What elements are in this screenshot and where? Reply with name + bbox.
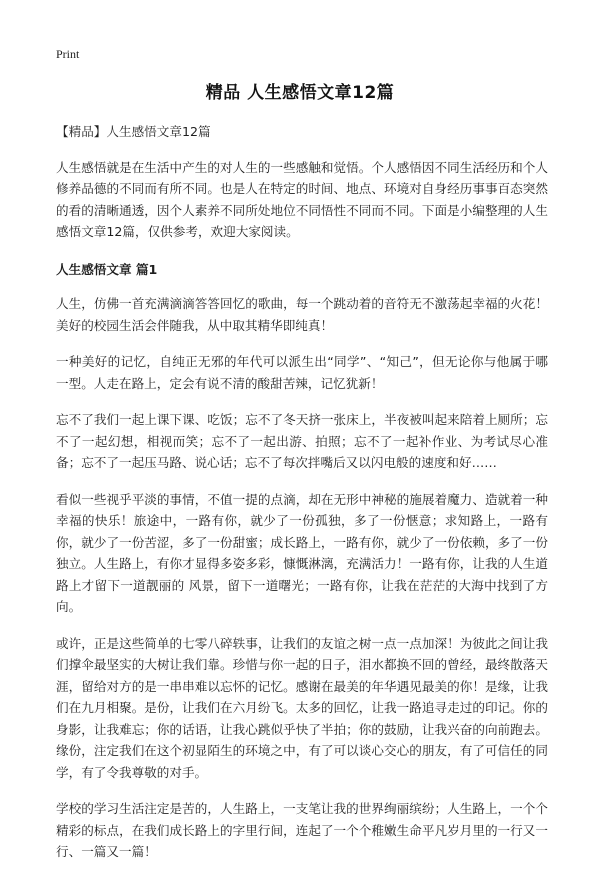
body-paragraph-4: 看似一些视乎平淡的事情，不值一提的点滴，却在无形中神秘的施展着魔力、造就着一种幸福的快乐！旅途中，一路有你，就少了一份孤独，多了一份惬意；求知路上，一路有你，就少了一份苦涩，多了一份甜蜜；成长路上，一路有你，就少了一份依赖，多了一份独立。人生路上，有你才显得多姿多彩，慷慨淋漓，充满活力！一路有你，让我的人生道路上才留下一道靓丽的 风景，留下一道曙光；一路有你，让我在茫茫的大海中找到了方向。 xyxy=(56,491,548,614)
body-paragraph-6: 学校的学习生活注定是苦的，人生路上，一支笔让我的世界绚丽缤纷；人生路上，一个个精彩的标点，在我们成长路上的字里行间，连起了一个个稚嫩生命平凡岁月里的一行又一行、一篇又一篇！ xyxy=(56,801,548,859)
intro-paragraph: 人生感悟就是在生活中产生的对人生的一些感触和觉悟。个人感悟因不同生活经历和个人修养品德的不同而有所不同。也是人在特定的时间、地点、环境对自身经历事事百态突然的看的清晰通透，因个人素养不同所处地位不同悟性不同而不同。下面是小编整理的人生感悟文章12篇，仅供参考，欢迎大家阅读。 xyxy=(56,159,548,239)
article-subtitle: 【精品】人生感悟文章12篇 xyxy=(56,124,211,139)
body-paragraph-5: 或许，正是这些简单的七零八碎轶事，让我们的友谊之树一点一点加深！为彼此之间让我们撑伞最坚实的大树让我们靠。珍惜与你一起的日子，泪水都换不回的曾经，最终散落天涯，留给对方的是一串串难以忘怀的记忆。感谢在最美的年华遇见最美的你！是缘，让我们在九月相聚。是份，让我们在六月纷飞。太多的回忆，让我一路追寻走过的印记。你的身影，让我难忘；你的话语，让我心跳似乎快了半拍；你的鼓励，让我兴奋的向前跑去。缘份，注定我们在这个初显陌生的环境之中，有了可以谈心交心的朋友，有了可信任的同学，有了令我尊敬的对手。 xyxy=(56,635,548,780)
body-paragraph-3: 忘不了我们一起上课下课、吃饭；忘不了冬天挤一张床上，半夜被叫起来陪着上厕所；忘不了一起幻想，相视而笑；忘不了一起出游、拍照；忘不了一起补作业、为考试尽心准备；忘不了一起压马路、说心话；忘不了每次拌嘴后又以闪电般的速度和好…… xyxy=(56,412,548,470)
body-paragraph-1: 人生，仿佛一首充满滴滴答答回忆的歌曲，每一个跳动着的音符无不激荡起幸福的火花！美好的校园生活会伴随我，从中取其精华即纯真！ xyxy=(56,296,548,333)
section-heading: 人生感悟文章 篇1 xyxy=(56,261,158,277)
body-paragraph-2: 一种美好的记忆，自纯正无邪的年代可以派生出“同学”、“知己”，但无论你与他属于哪一型。人走在路上，定会有说不清的酸甜苦辣，记忆犹新！ xyxy=(56,354,548,391)
page-title: 精品 人生感悟文章12篇 xyxy=(205,83,395,103)
print-link[interactable]: Print xyxy=(56,47,80,61)
article-body xyxy=(56,121,548,878)
